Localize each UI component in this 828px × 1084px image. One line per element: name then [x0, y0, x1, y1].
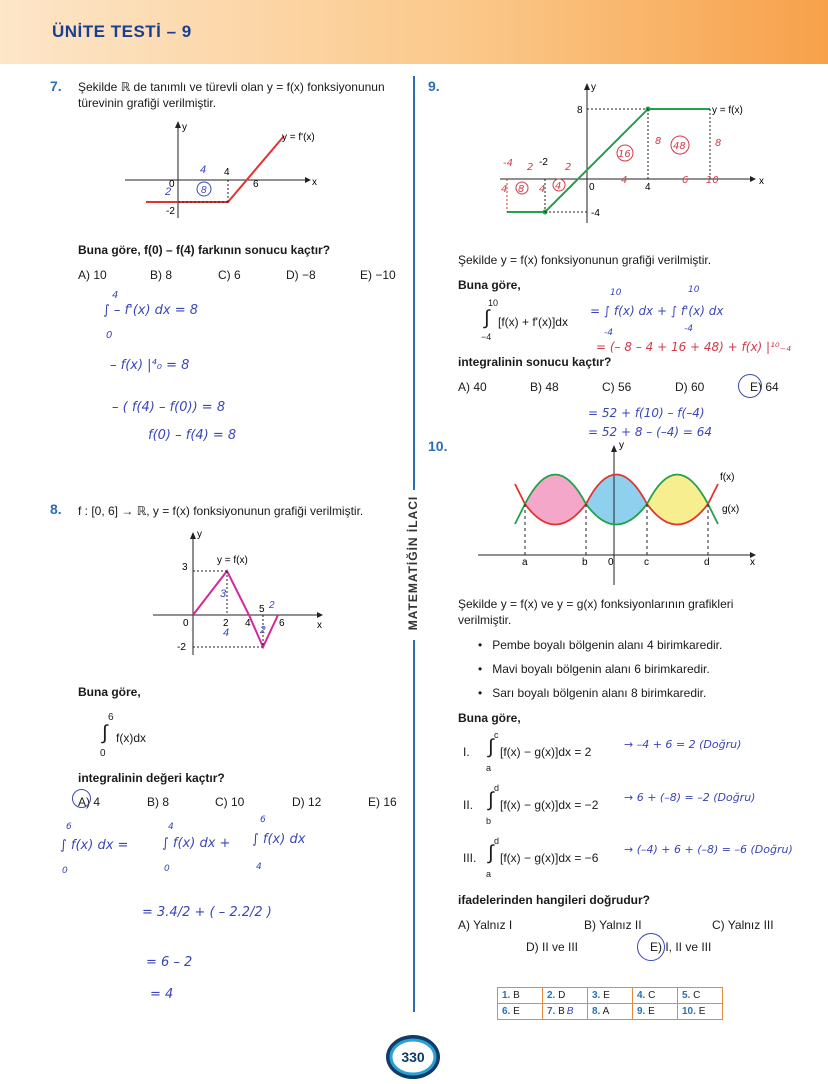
q9-int-sign: ∫: [484, 307, 490, 329]
q10-question: Buna göre,: [458, 711, 521, 725]
q8-hw-3: 3: [220, 588, 227, 600]
q7-number: 7.: [50, 78, 62, 94]
q8-hw-i1u: 6: [66, 822, 72, 832]
answer-cell: 5. C: [678, 988, 723, 1004]
answer-key-table: [497, 987, 723, 1020]
q10-y-arrow: [611, 445, 617, 452]
q10-g-label: g(x): [722, 504, 740, 515]
q8-int-sign: ∫: [102, 722, 108, 744]
q7-hw-line2: – f(x) |⁴₀ = 8: [110, 358, 190, 373]
q9-graph: [495, 78, 785, 228]
q9-int-lower: −4: [481, 332, 492, 342]
q8-hw-line4: = 4: [150, 987, 174, 1002]
q10-stmt2-hw: → 6 + (–8) = –2 (Doğru): [624, 791, 756, 804]
q8-y-arrow: [190, 532, 196, 539]
q10-blue-region: [586, 475, 647, 525]
q10-stmt3-body: [f(x) − g(x)]dx = −6: [500, 851, 599, 865]
q10-x-label: x: [750, 557, 755, 568]
q10-stmt1-lower: a: [486, 763, 492, 773]
q10-stmt2-lower: b: [486, 816, 492, 826]
q9-y-label: y: [591, 82, 596, 93]
q8-hw-line1b: ∫ f(x) dx +: [162, 836, 231, 851]
q8-tick-0: 0: [183, 618, 189, 629]
q9-hw-line2: = (– 8 – 4 + 16 + 48) + f(x) |¹⁰₋₄: [596, 340, 791, 354]
answer-cell: 4. C: [633, 988, 678, 1004]
q7-hw-int-lower: 0: [106, 330, 113, 341]
q7-hw-line1: ∫ – f'(x) dx = 8: [103, 303, 199, 318]
q7-y-label: y: [182, 122, 187, 133]
q10-option-e[interactable]: E) I, II ve III: [650, 940, 712, 954]
q9-int-body: [f(x) + f'(x)]dx: [498, 315, 568, 329]
q7-hw-line3: – ( f(4) – f(0)) = 8: [112, 400, 226, 415]
q9-hw-c: 2: [565, 162, 572, 173]
q9-hw-e: 8: [655, 136, 662, 147]
sidebar-label: MATEMATİĞİN İLACI: [406, 495, 420, 631]
q9-option-c[interactable]: C) 56: [602, 380, 632, 394]
q8-tick-2: 2: [223, 618, 229, 629]
q9-tick-8: 8: [577, 105, 583, 116]
q7-graph: [120, 118, 320, 223]
q9-y-arrow: [584, 83, 590, 90]
q9-hw-line3: = 52 + f(10) – f(–4): [588, 406, 705, 420]
q10-selected-circle: [637, 933, 665, 961]
q9-tick-4: 4: [645, 182, 651, 193]
page-number: 330: [401, 1049, 425, 1065]
q8-hw-line2: = 3.4/2 + ( – 2.2/2 ): [142, 905, 272, 920]
q8-question: Buna göre,: [78, 685, 141, 699]
q10-stmt1-upper: c: [494, 730, 499, 740]
q8-text: f : [0, 6] → ℝ, y = f(x) fonksiyonunun grafiği verilmiştir.: [78, 504, 364, 518]
q8-tick-4: 4: [245, 618, 251, 629]
q8-question2: integralinin değeri kaçtır?: [78, 771, 225, 785]
q10-bullet-3: • Sarı boyalı bölgenin alanı 8 birimkaredir.: [478, 686, 707, 700]
q9-hw-g: 8: [715, 138, 722, 149]
q9-hw-l1: -4: [604, 328, 613, 338]
q8-tick-3: 3: [182, 562, 188, 573]
q7-func-label: y = f'(x): [282, 132, 315, 143]
q8-hw-2b: 2: [260, 625, 266, 636]
q9-hw-o: 4: [555, 181, 562, 192]
q9-hw-f: 48: [673, 141, 686, 152]
q8-graph: [145, 525, 330, 660]
q8-number: 8.: [50, 501, 62, 517]
q9-func-label: y = f(x): [712, 105, 743, 116]
q7-hw-line4: f(0) – f(4) = 8: [148, 428, 237, 443]
q8-func-label: y = f(x): [217, 555, 248, 566]
q8-option-e[interactable]: E) 16: [368, 795, 397, 809]
q9-option-d[interactable]: D) 60: [675, 380, 705, 394]
q9-hw-l: 4: [501, 184, 508, 195]
q9-tick-0: 0: [589, 182, 595, 193]
q7-option-e[interactable]: E) −10: [360, 268, 396, 282]
q10-stmt1-roman: I.: [463, 745, 470, 759]
q10-text: Şekilde y = f(x) ve y = g(x) fonksiyonlarının grafikleri verilmiştir.: [458, 597, 734, 627]
q10-question2: ifadelerinden hangileri doğrudur?: [458, 893, 651, 907]
q8-hw-i2l: 0: [164, 864, 170, 874]
q10-stmt3-lower: a: [486, 869, 492, 879]
q7-text: Şekilde ℝ de tanımlı ve türevli olan y = f(x) fonksiyonunun türevinin grafiği verilmiştir.: [78, 80, 385, 110]
answer-cell: 6. E: [498, 1004, 543, 1020]
q10-tick-d: d: [704, 557, 710, 568]
q8-hw-line1: ∫ f(x) dx =: [60, 838, 129, 853]
q9-hw-k: 10: [706, 175, 719, 186]
q8-hw-i2u: 4: [168, 822, 174, 832]
q9-number: 9.: [428, 78, 440, 94]
q9-x-arrow: [750, 176, 756, 182]
q7-question: Buna göre, f(0) – f(4) farkının sonucu kaçtır?: [78, 243, 331, 257]
q10-stmt2-roman: II.: [463, 798, 474, 812]
q8-option-c[interactable]: C) 10: [215, 795, 245, 809]
q8-int-lower: 0: [100, 748, 106, 759]
q10-stmt2-upper: d: [494, 783, 500, 793]
q8-int-upper: 6: [108, 712, 114, 723]
q10-stmt1-body: [f(x) − g(x)]dx = 2: [500, 745, 592, 759]
q8-hw-line1c: ∫ f(x) dx: [252, 832, 306, 847]
q10-tick-a: a: [522, 557, 528, 568]
q8-y-label: y: [197, 529, 202, 540]
q7-option-d[interactable]: D) −8: [286, 268, 316, 282]
q9-option-b[interactable]: B) 48: [530, 380, 559, 394]
answer-cell: 2. D: [543, 988, 588, 1004]
q10-stmt1-int: ∫: [488, 736, 494, 758]
q7-hw-2: 2: [165, 186, 172, 198]
q9-hw-n: 4: [539, 184, 546, 195]
q10-y-label: y: [619, 440, 624, 451]
q7-hw-int-upper: 4: [112, 290, 119, 301]
q10-bullet-2: • Mavi boyalı bölgenin alanı 6 birimkaredir.: [478, 662, 710, 676]
q9-selected-circle: [738, 374, 762, 398]
q7-hw-4: 4: [200, 164, 207, 176]
answer-cell: 10. E: [678, 1004, 723, 1020]
q7-x-arrow: [305, 177, 311, 183]
q9-option-a[interactable]: A) 40: [458, 380, 487, 394]
q8-option-a[interactable]: A) 4: [78, 795, 101, 809]
q10-graph: [470, 440, 770, 588]
q8-tick-m2: -2: [177, 642, 186, 653]
q8-hw-i3u: 6: [260, 815, 266, 825]
q10-tick-0: 0: [608, 557, 614, 568]
q10-stmt2-int: ∫: [488, 789, 494, 811]
q8-x-label: x: [317, 620, 322, 631]
q9-hw-m: 8: [518, 184, 525, 195]
answer-key-row-1: [498, 988, 723, 1004]
q8-hw-i1l: 0: [62, 866, 68, 876]
q9-hw-d: 16: [618, 149, 631, 160]
q9-option-e[interactable]: E) 64: [750, 380, 779, 394]
q10-stmt3-upper: d: [494, 836, 500, 846]
q10-stmt3-int: ∫: [488, 842, 494, 864]
q7-option-c[interactable]: C) 6: [218, 268, 241, 282]
q7-tick-4: 4: [224, 167, 230, 178]
q9-hw-l2: -4: [684, 324, 693, 334]
q8-hw-i3l: 4: [256, 862, 262, 872]
q9-question: Buna göre,: [458, 278, 521, 292]
q10-stmt1-hw: → –4 + 6 = 2 (Doğru): [624, 738, 742, 751]
q10-option-a[interactable]: A) Yalnız I: [458, 918, 513, 932]
q7-hw-8: 8: [201, 185, 207, 196]
q10-stmt3-hw: → (–4) + 6 + (–8) = –6 (Doğru): [624, 843, 793, 856]
q9-function-line: [507, 109, 710, 212]
q8-hw-4: 4: [223, 627, 230, 639]
q9-hw-line4: = 52 + 8 – (–4) = 64: [588, 425, 713, 439]
q9-hw-line1: = ∫ f(x) dx + ∫ f'(x) dx: [590, 304, 724, 318]
q8-hw-line3: = 6 – 2: [146, 955, 193, 970]
q9-x-label: x: [759, 176, 764, 187]
q10-yellow-region: [647, 475, 708, 525]
answer-cell: 1. B: [498, 988, 543, 1004]
q8-selected-circle: [72, 789, 91, 808]
answer-cell: 3. E: [588, 988, 633, 1004]
answer-cell: 7. B B: [543, 1004, 588, 1020]
answer-key-row-2: [498, 1004, 723, 1020]
q7-tick-0: 0: [169, 179, 175, 190]
q10-tick-b: b: [582, 557, 588, 568]
q9-question2: integralinin sonucu kaçtır?: [458, 355, 612, 369]
q8-option-d[interactable]: D) 12: [292, 795, 322, 809]
q8-tick-5: 5: [259, 604, 265, 615]
q8-hw-2: 2: [269, 600, 275, 611]
q10-bullet-2-text: Mavi boyalı bölgenin alanı 6 birimkaredir.: [492, 662, 710, 676]
q7-tick-6: 6: [253, 179, 259, 190]
q10-pink-region: [525, 475, 586, 525]
q10-option-c[interactable]: C) Yalnız III: [712, 918, 774, 932]
q8-x-arrow: [317, 612, 323, 618]
q9-tick-m4: -4: [591, 208, 600, 219]
q10-option-b[interactable]: B) Yalnız II: [584, 918, 642, 932]
q9-hw-a: -4: [503, 158, 513, 169]
q7-tick-m2: -2: [166, 206, 175, 217]
unit-title: ÜNİTE TESTİ – 9: [52, 22, 192, 41]
q9-text: Şekilde y = f(x) fonksiyonunun grafiği verilmiştir.: [458, 253, 712, 267]
q10-stmt3-roman: III.: [463, 851, 477, 865]
q8-tick-6: 6: [279, 618, 285, 629]
q8-int-body: f(x)dx: [116, 731, 146, 745]
q10-option-d[interactable]: D) II ve III: [526, 940, 579, 954]
q7-y-arrow: [175, 121, 181, 128]
q8-option-b[interactable]: B) 8: [147, 795, 170, 809]
q9-hw-j: 6: [682, 175, 689, 186]
q10-bullet-1-text: Pembe boyalı bölgenin alanı 4 birimkaredir.: [492, 638, 723, 652]
q10-number: 10.: [428, 438, 448, 454]
q10-f-label: f(x): [720, 472, 735, 483]
q9-tick-m2: -2: [539, 157, 548, 168]
q7-x-label: x: [312, 177, 317, 188]
q7-option-b[interactable]: B) 8: [150, 268, 173, 282]
q10-tick-c: c: [644, 557, 649, 568]
answer-cell: 8. A: [588, 1004, 633, 1020]
q7-option-a[interactable]: A) 10: [78, 268, 107, 282]
q9-hw-b: 2: [527, 162, 534, 173]
q10-bullet-1: • Pembe boyalı bölgenin alanı 4 birimkaredir.: [478, 638, 723, 652]
q9-hw-u2: 10: [688, 285, 700, 295]
answer-cell: 9. E: [633, 1004, 678, 1020]
q10-stmt2-body: [f(x) − g(x)]dx = −2: [500, 798, 599, 812]
q10-bullet-3-text: Sarı boyalı bölgenin alanı 8 birimkaredir.: [492, 686, 707, 700]
q9-hw-h: 4: [621, 175, 628, 186]
page-number-badge: [384, 1030, 442, 1080]
answer-hw-fix: B: [566, 1006, 574, 1017]
q9-hw-u1: 10: [610, 288, 622, 298]
q9-int-upper: 10: [488, 298, 499, 308]
